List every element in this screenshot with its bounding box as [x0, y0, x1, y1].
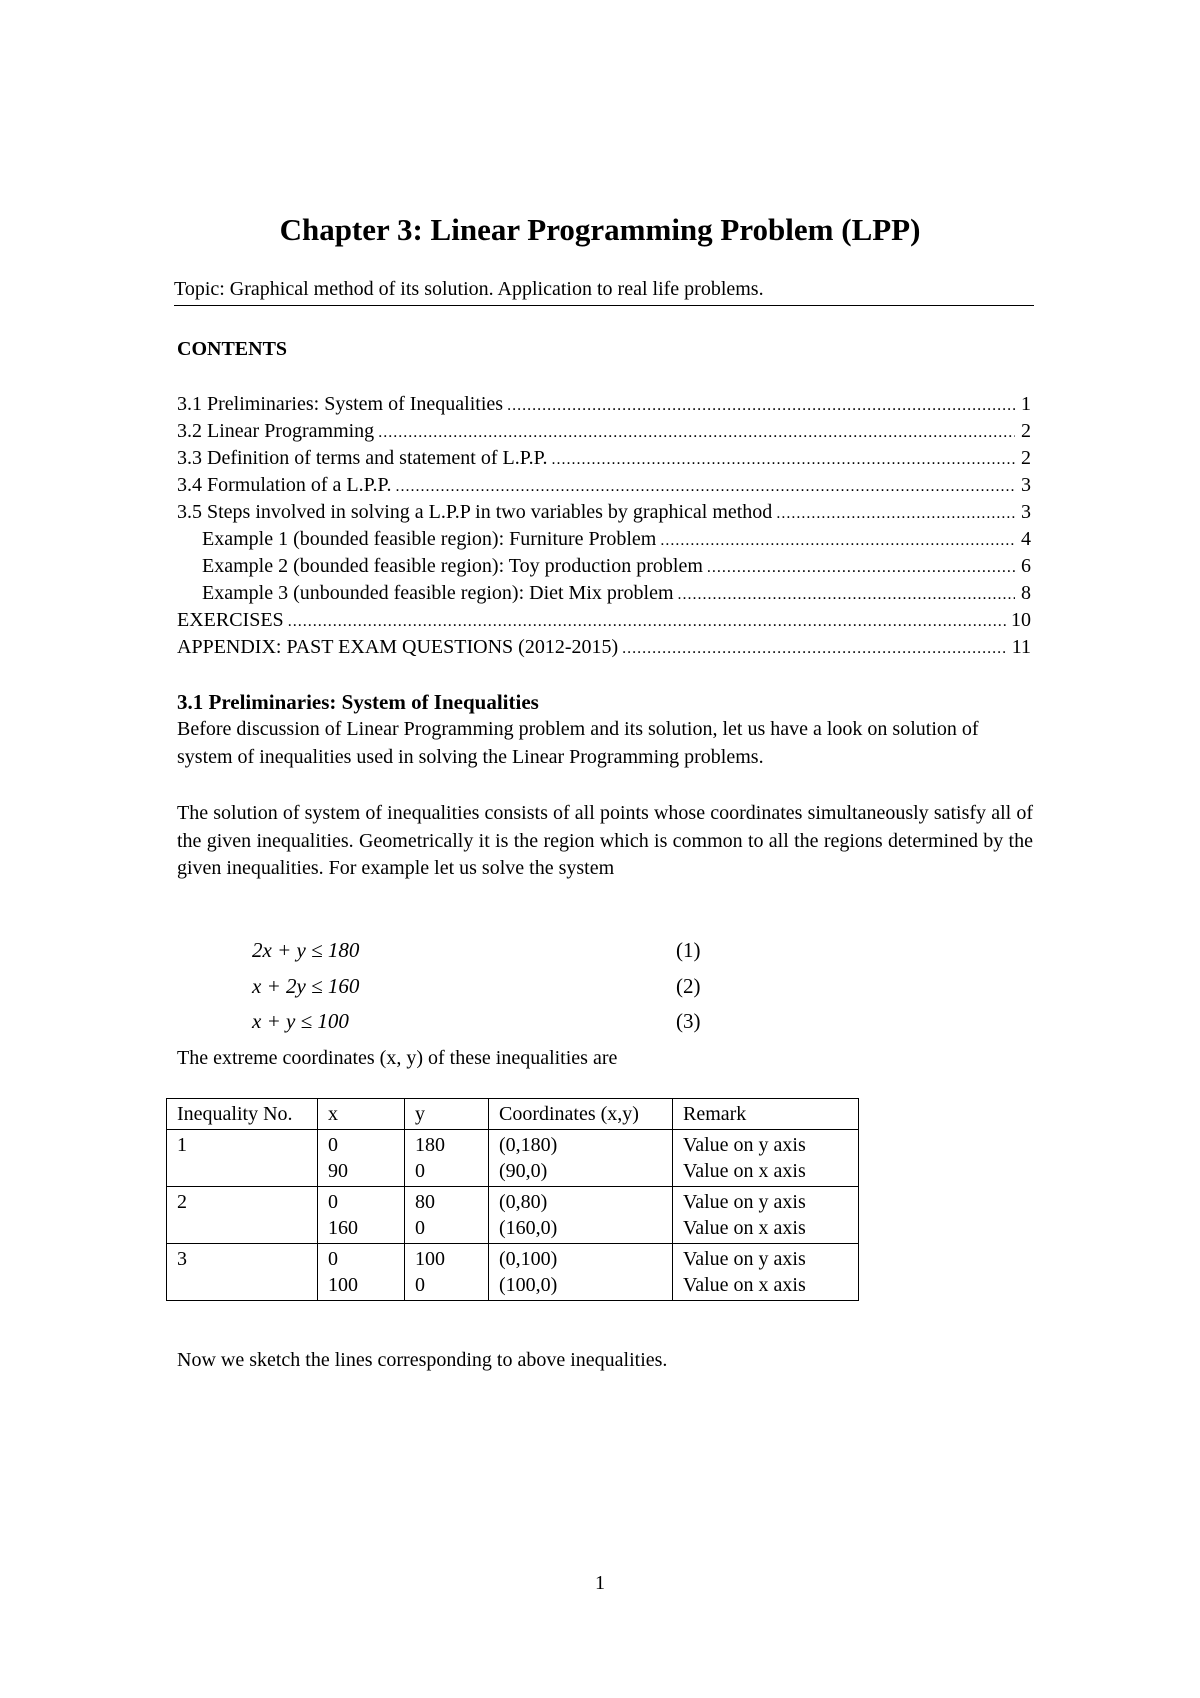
toc-entry[interactable] [177, 445, 1031, 472]
toc-entry-page: 8 [1021, 582, 1031, 604]
toc-entry-label: Example 3 (unbounded feasible region): Diet Mix problem [202, 582, 674, 604]
toc-entry-label: 3.4 Formulation of a L.P.P. [177, 474, 392, 496]
toc-entry[interactable] [177, 607, 1031, 634]
toc-entry[interactable] [177, 499, 1031, 526]
toc-leader-dots [678, 581, 1015, 608]
inequality-row [252, 938, 712, 968]
inequality-row [252, 1009, 712, 1039]
toc-entry-page: 11 [1011, 636, 1031, 658]
table-cell-x: 0 100 [318, 1244, 405, 1301]
toc-leader-dots [660, 527, 1015, 554]
body-paragraph: The solution of system of inequalities consists of all points whose coordinates simultaneously satisfy all of the given inequalities. Geometrically it is the region which is common to all the regions determined by the given inequalities. For example let us solve the system [177, 802, 1033, 879]
toc-entry-page: 2 [1021, 420, 1031, 442]
toc-entry-label: 3.2 Linear Programming [177, 420, 375, 442]
table-row [167, 1130, 859, 1187]
topic-line: Topic: Graphical method of its solution. Application to real life problems. [174, 278, 1034, 306]
inequality-number: (3) [676, 1009, 701, 1033]
inequality-row [252, 974, 712, 1004]
table-row [167, 1244, 859, 1301]
table-header-cell: y [405, 1099, 489, 1130]
inequality-expression: x + y ≤ 100 [252, 1009, 349, 1033]
toc-entry-label: Example 2 (bounded feasible region): Toy production problem [202, 555, 703, 577]
toc-entry[interactable] [177, 634, 1031, 661]
toc-entry-label: EXERCISES [177, 609, 284, 631]
toc-entry[interactable] [177, 472, 1031, 499]
table-cell-no: 3 [167, 1244, 318, 1301]
table-cell-x: 0 90 [318, 1130, 405, 1187]
toc-entry[interactable] [177, 553, 1031, 580]
extreme-coordinates-text: The extreme coordinates (x, y) of these inequalities are [177, 1047, 618, 1069]
toc-entry-label: Example 1 (bounded feasible region): Furniture Problem [202, 528, 657, 550]
table-header-cell: Remark [673, 1099, 859, 1130]
toc-entry-page: 2 [1021, 447, 1031, 469]
toc-leader-dots [707, 554, 1015, 581]
inequality-number: (2) [676, 974, 701, 998]
table-cell-y: 80 0 [405, 1187, 489, 1244]
toc-entry-page: 6 [1021, 555, 1031, 577]
section-heading: 3.1 Preliminaries: System of Inequalities [177, 690, 539, 714]
table-cell-coords: (0,100) (100,0) [489, 1244, 673, 1301]
table-cell-coords: (0,80) (160,0) [489, 1187, 673, 1244]
toc-entry-page: 10 [1011, 609, 1031, 631]
inequality-expression: 2x + y ≤ 180 [252, 938, 360, 962]
toc-entry[interactable] [177, 391, 1031, 418]
toc-entry-page: 3 [1021, 474, 1031, 496]
table-header-cell: Coordinates (x,y) [489, 1099, 673, 1130]
table-of-contents [177, 391, 1031, 661]
toc-entry-page: 1 [1021, 393, 1031, 415]
table-header-cell: Inequality No. [167, 1099, 318, 1130]
extreme-coordinates-table [166, 1098, 859, 1301]
toc-entry[interactable] [177, 526, 1031, 553]
table-header-row [167, 1099, 859, 1130]
toc-leader-dots [622, 635, 1008, 662]
table-cell-remark: Value on y axis Value on x axis [673, 1130, 859, 1187]
table-cell-y: 180 0 [405, 1130, 489, 1187]
table-cell-x: 0 160 [318, 1187, 405, 1244]
table-cell-remark: Value on y axis Value on x axis [673, 1187, 859, 1244]
toc-leader-dots [378, 419, 1015, 446]
toc-leader-dots [395, 473, 1015, 500]
inequality-expression: x + 2y ≤ 160 [252, 974, 360, 998]
toc-entry-label: 3.5 Steps involved in solving a L.P.P in two variables by graphical method [177, 501, 773, 523]
toc-leader-dots [288, 608, 1007, 635]
table-cell-no: 1 [167, 1130, 318, 1187]
chapter-title: Chapter 3: Linear Programming Problem (LPP) [279, 212, 921, 247]
toc-entry-label: 3.1 Preliminaries: System of Inequalities [177, 393, 504, 415]
sketch-text: Now we sketch the lines corresponding to above inequalities. [177, 1349, 668, 1371]
table-cell-no: 2 [167, 1187, 318, 1244]
toc-entry-label: 3.3 Definition of terms and statement of L.P.P. [177, 447, 548, 469]
toc-leader-dots [776, 500, 1015, 527]
table-cell-y: 100 0 [405, 1244, 489, 1301]
table-cell-coords: (0,180) (90,0) [489, 1130, 673, 1187]
toc-entry-label: APPENDIX: PAST EXAM QUESTIONS (2012-2015) [177, 636, 619, 658]
toc-entry[interactable] [177, 418, 1031, 445]
toc-entry-page: 4 [1021, 528, 1031, 550]
page-number: 1 [595, 1572, 605, 1594]
toc-entry[interactable] [177, 580, 1031, 607]
toc-leader-dots [552, 446, 1015, 473]
table-cell-remark: Value on y axis Value on x axis [673, 1244, 859, 1301]
table-header-cell: x [318, 1099, 405, 1130]
toc-entry-page: 3 [1021, 501, 1031, 523]
inequality-number: (1) [676, 938, 701, 962]
contents-heading: CONTENTS [177, 338, 288, 360]
toc-leader-dots [507, 392, 1015, 419]
intro-paragraph: Before discussion of Linear Programming problem and its solution, let us have a look on solution of system of inequalities used in solving the Linear Programming problems. [177, 718, 979, 768]
table-row [167, 1187, 859, 1244]
